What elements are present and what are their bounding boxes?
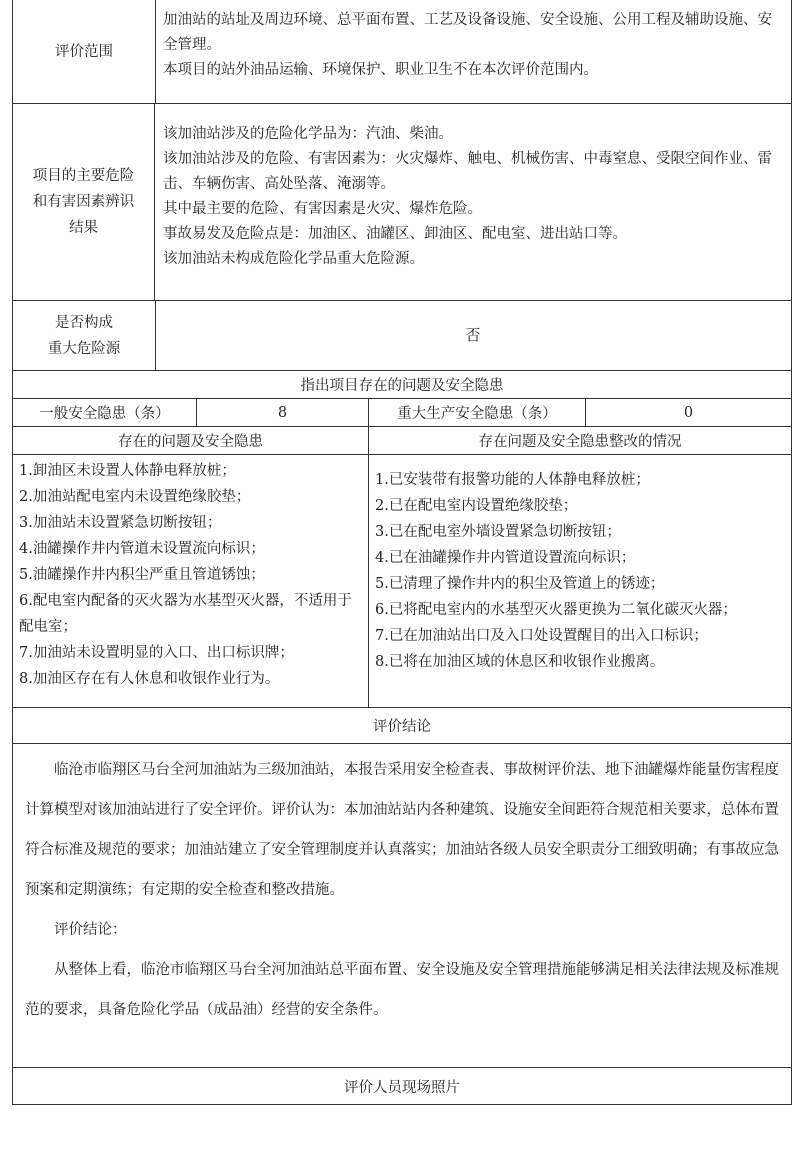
hazards-line: 该加油站涉及的危险化学品为：汽油、柴油。	[163, 126, 453, 142]
rectification-item: 8.已将在加油区域的休息区和收银作业搬离。	[375, 654, 665, 670]
rectification-item: 5.已清理了操作井内的积尘及管道上的锈迹；	[375, 576, 665, 592]
major-hazard-label-line: 重大危险源	[47, 340, 121, 357]
hazards-line: 其中最主要的危险、有害因素是火灾、爆炸危险。	[163, 201, 482, 217]
issues-section-title: 指出项目存在的问题及安全隐患	[300, 378, 504, 394]
rectification-list	[369, 455, 791, 707]
major-hazard-value: 否	[465, 326, 481, 344]
issue-item: 5.油罐操作井内积尘严重且管道锈蚀；	[19, 567, 265, 583]
general-hazard-label: 一般安全隐患（条）	[13, 399, 197, 426]
photos-row	[13, 1068, 791, 1105]
issues-section-row	[13, 371, 791, 399]
issue-item: 6.配电室内配备的灭火器为水基型灭火器，不适用于配电室；	[19, 593, 352, 635]
issues-header-row	[13, 427, 791, 455]
issue-item: 8.加油区存在有人休息和收银作业行为。	[19, 671, 280, 687]
scope-content	[155, 0, 791, 103]
issues-left-title: 存在的问题及安全隐患	[13, 427, 369, 454]
rectification-item: 4.已在油罐操作井内管道设置流向标识；	[375, 550, 636, 566]
issues-list-row	[13, 455, 791, 708]
issues-list	[13, 455, 369, 707]
major-hazard-count-label: 重大生产安全隐患（条）	[369, 399, 586, 426]
scope-line: 加油站的站址及周边环境、总平面布置、工艺及设备设施、安全设施、公用工程及辅助设施、安全管理。	[163, 12, 772, 53]
issue-item: 3.加油站未设置紧急切断按钮；	[19, 515, 222, 531]
hazards-line: 该加油站未构成危险化学品重大危险源。	[163, 251, 424, 267]
issue-item: 2.加油站配电室内未设置绝缘胶垫；	[19, 489, 251, 505]
scope-label: 评价范围	[13, 0, 156, 103]
hazards-content	[155, 104, 791, 300]
rectification-item: 7.已在加油站出口及入口处设置醒目的出入口标识；	[375, 628, 708, 644]
hazards-line: 事故易发及危险点是：加油区、油罐区、卸油区、配电室、进出站口等。	[163, 226, 627, 242]
conclusion-paragraph: 临沧市临翔区马台全河加油站为三级加油站，本报告采用安全检查表、事故树评价法、地下油罐爆炸能量伤害程度计算模型对该加油站进行了安全评价。评价认为：本加油站站内各种建筑、设施安全间距符合规范相关要求，总体布置符合标准及规范的要求；加油站建立了安全管理制度并认真落实；加油站各级人员安全职责分工细致明确；有事故应急预案和定期演练；有定期的安全检查和整改措施。	[25, 762, 779, 898]
scope-row	[13, 0, 791, 104]
conclusion-body	[13, 744, 791, 1067]
major-hazard-count: 0	[683, 404, 694, 421]
issue-item: 7.加油站未设置明显的入口、出口标识牌；	[19, 645, 294, 661]
conclusion-title-row	[13, 708, 791, 744]
major-hazard-label-line: 是否构成	[55, 314, 113, 331]
rectification-item: 6.已将配电室内的水基型灭火器更换为二氧化碳灭火器；	[375, 602, 737, 618]
photos-title: 评价人员现场照片	[344, 1080, 460, 1096]
issue-item: 4.油罐操作井内管道未设置流向标识；	[19, 541, 265, 557]
conclusion-body-row	[13, 744, 791, 1068]
conclusion-subheading: 评价结论：	[54, 922, 127, 938]
scope-line: 本项目的站外油品运输、环境保护、职业卫生不在本次评价范围内。	[163, 62, 598, 78]
general-hazard-count: 8	[197, 399, 369, 426]
assessment-table	[12, 0, 792, 1105]
rectification-item: 2.已在配电室内设置绝缘胶垫；	[375, 498, 578, 514]
rectification-item: 1.已安装带有报警功能的人体静电释放桩；	[375, 472, 650, 488]
rectification-item: 3.已在配电室外墙设置紧急切断按钮；	[375, 524, 621, 540]
major-hazard-row	[13, 301, 791, 371]
conclusion-title: 评价结论	[373, 719, 431, 735]
counts-row	[13, 399, 791, 427]
hazards-label: 项目的主要危险和有害因素辨识结果	[13, 104, 155, 300]
conclusion-paragraph: 从整体上看，临沧市临翔区马台全河加油站总平面布置、安全设施及安全管理措施能够满足相关法律法规及标准规范的要求，具备危险化学品（成品油）经营的安全条件。	[25, 962, 779, 1018]
issues-right-title: 存在问题及安全隐患整改的情况	[478, 434, 682, 450]
hazards-line: 该加油站涉及的危险、有害因素为：火灾爆炸、触电、机械伤害、中毒窒息、受限空间作业、雷击、车辆伤害、高处坠落、淹溺等。	[163, 151, 772, 192]
hazards-row	[13, 104, 791, 301]
issue-item: 1.卸油区未设置人体静电释放桩；	[19, 463, 236, 479]
major-hazard-label	[13, 301, 156, 370]
